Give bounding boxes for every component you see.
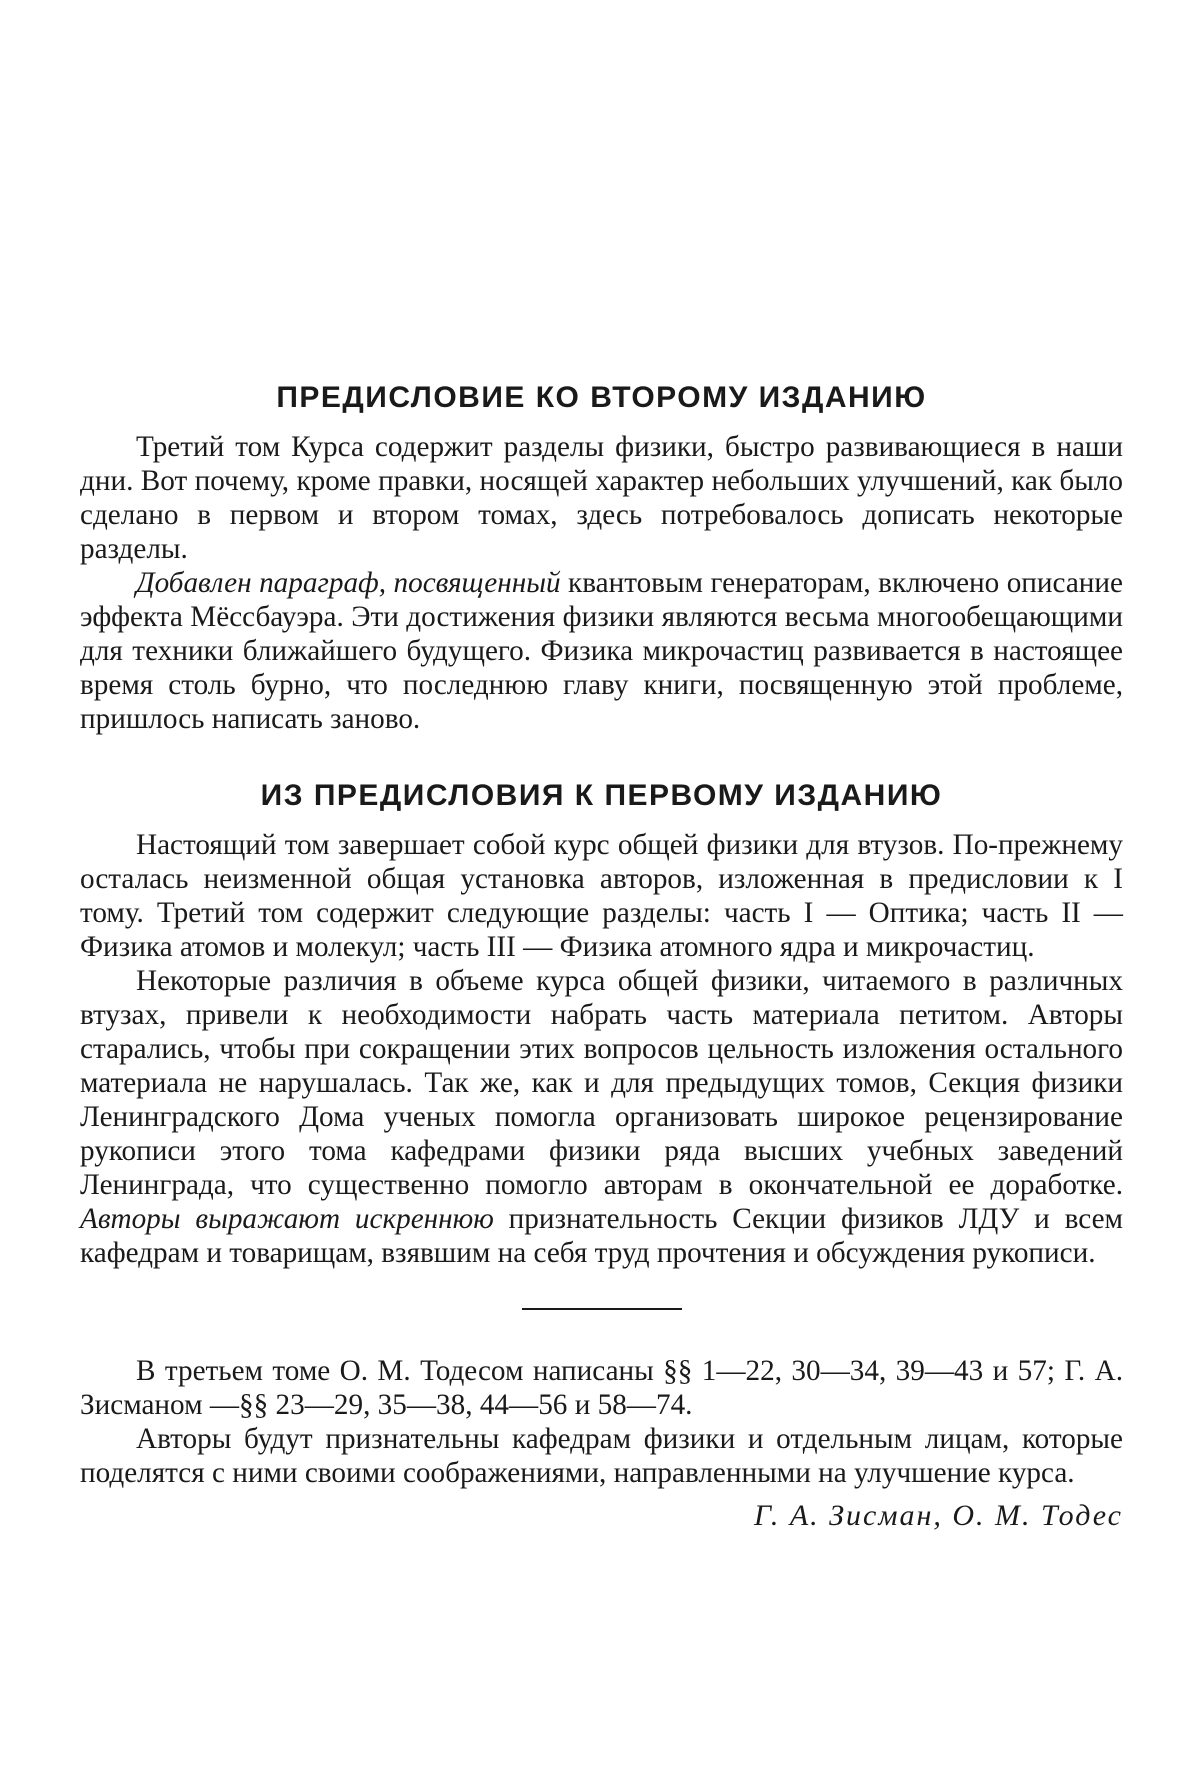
- section-divider: [522, 1308, 682, 1310]
- paragraph-first-edition-1: Настоящий том завершает собой курс общей физики для втузов. По-прежнему осталась неизменной общая установка авторов, изложенная в предисловии к I тому. Третий том содержит следующие разделы: часть I — Оптика; часть II — Физика атомов и молекул; часть III — Физика атомного ядра и микрочастиц.: [80, 829, 1123, 963]
- paragraph-second-edition-2: [80, 566, 1123, 736]
- paragraph-first-edition-2-tail: признательность Секции физиков ЛДУ и всем кафедрам и товарищам, взявшим на себя труд прочтения и обсуждения рукописи.: [80, 1203, 1123, 1269]
- heading-preface-first-edition: ИЗ ПРЕДИСЛОВИЯ К ПЕРВОМУ ИЗДАНИЮ: [260, 779, 943, 812]
- page-content: [80, 376, 1123, 1534]
- heading-preface-second-edition: ПРЕДИСЛОВИЕ КО ВТОРОМУ ИЗДАНИЮ: [276, 381, 927, 414]
- paragraph-first-edition-2: [80, 964, 1123, 1270]
- paragraph-first-edition-2-main: Некоторые различия в объеме курса общей физики, читаемого в различных втузах, привели к необходимости набрать часть материала петитом. Авторы старались, чтобы при сокращении этих вопросов цельность изложения остального материала не нарушалась. Так же, как и для предыдущих томов, Секция физики Ленинградского Дома ученых помогла организовать широкое рецензирование рукописи этого тома кафедрами физики ряда высших учебных заведений Ленинграда, что существенно помогло авторам в окончательной ее доработке.: [80, 965, 1123, 1201]
- paragraph-authorship: В третьем томе О. М. Тодесом написаны §§ 1—22, 30—34, 39—43 и 57; Г. А. Зисманом —§§ 23—29, 35—38, 44—56 и 58—74.: [80, 1355, 1123, 1421]
- paragraph-first-edition-2-italic: Авторы выражают искреннюю: [80, 1203, 494, 1235]
- paragraph-second-edition-2-text: квантовым генераторам, включено описание эффекта Мёссбауэра. Эти достижения физики являются весьма многообещающими для техники ближайшего будущего. Физика микрочастиц развивается в настоящее время столь бурно, что последнюю главу книги, посвященную этой проблеме, пришлось написать заново.: [80, 567, 1124, 735]
- authors-signature: Г. А. Зисман, О. М. Тодес: [754, 1499, 1123, 1532]
- paragraph-acknowledgement: Авторы будут признательны кафедрам физики и отдельным лицам, которые поделятся с ними своими соображениями, направленными на улучшение курса.: [80, 1423, 1123, 1489]
- italic-lead: Добавлен параграф, посвященный: [136, 567, 561, 599]
- paragraph-second-edition-1: Третий том Курса содержит разделы физики, быстро развивающиеся в наши дни. Вот почему, кроме правки, носящей характер небольших улучшений, как было сделано в первом и втором томах, здесь потребовалось дописать некоторые разделы.: [80, 431, 1123, 565]
